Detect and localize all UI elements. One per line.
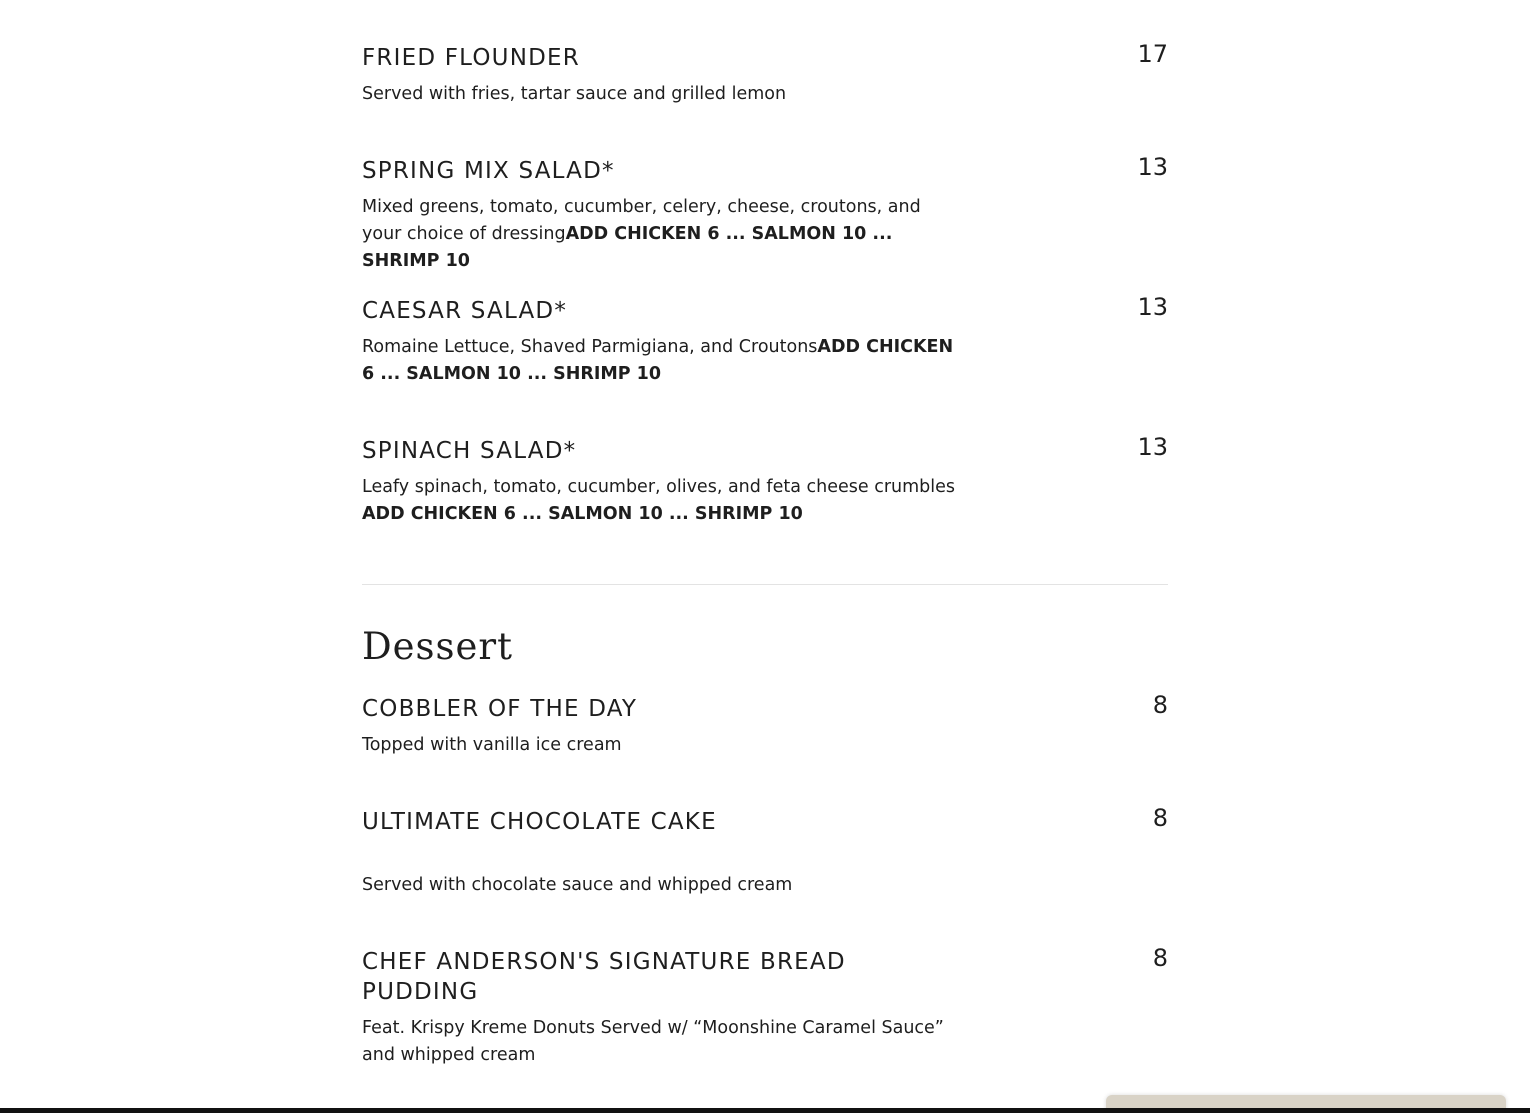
item-price: 8	[1152, 804, 1168, 832]
item-description-text: Romaine Lettuce, Shaved Parmigiana, and Croutons	[362, 337, 818, 357]
item-description	[362, 872, 962, 899]
item-addon: ADD CHICKEN 6 ... SALMON 10 ... SHRIMP 10	[362, 224, 893, 271]
item-price: 13	[1137, 153, 1168, 181]
item-description	[362, 81, 962, 108]
item-name: SPRING MIX SALAD*	[362, 158, 615, 184]
item-addon: ADD CHICKEN 6 ... SALMON 10 ... SHRIMP 10	[362, 337, 954, 384]
item-name: CAESAR SALAD*	[362, 298, 568, 324]
item-description-text: Leafy spinach, tomato, cucumber, olives, and feta cheese crumbles	[362, 477, 956, 497]
item-description	[362, 194, 962, 275]
item-price: 13	[1137, 433, 1168, 461]
item-description	[362, 334, 962, 388]
section-divider	[362, 584, 1168, 585]
item-name: SPINACH SALAD*	[362, 438, 577, 464]
item-name: ULTIMATE CHOCOLATE CAKE	[362, 809, 717, 835]
item-description-text: Served with fries, tartar sauce and grilled lemon	[362, 84, 787, 104]
item-description	[362, 474, 962, 528]
item-description	[362, 1015, 962, 1069]
item-price: 8	[1152, 944, 1168, 972]
item-description-text: Topped with vanilla ice cream	[362, 735, 622, 755]
item-description	[362, 732, 962, 759]
section-heading-dessert: Dessert	[362, 625, 513, 668]
item-description-text: Mixed greens, tomato, cucumber, celery, cheese, croutons, and your choice of dressing	[362, 197, 921, 244]
item-name: CHEF ANDERSON'S SIGNATURE BREAD PUDDING	[362, 949, 846, 1005]
item-description-text: Feat. Krispy Kreme Donuts Served w/ “Moonshine Caramel Sauce” and whipped cream	[362, 1018, 944, 1065]
item-price: 17	[1137, 40, 1168, 68]
item-addon: ADD CHICKEN 6 ... SALMON 10 ... SHRIMP 10	[362, 504, 803, 524]
item-name: COBBLER OF THE DAY	[362, 696, 638, 722]
bottom-bar	[0, 1108, 1530, 1113]
item-name: FRIED FLOUNDER	[362, 45, 580, 71]
item-price: 13	[1137, 293, 1168, 321]
item-description-text: Served with chocolate sauce and whipped cream	[362, 875, 793, 895]
item-price: 8	[1152, 691, 1168, 719]
